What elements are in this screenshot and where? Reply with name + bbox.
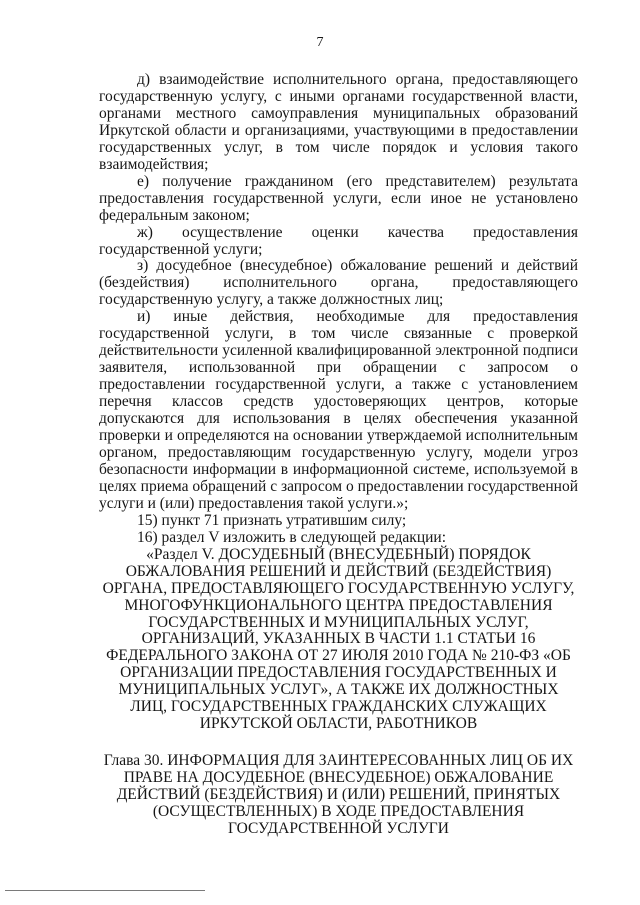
paragraph-item-16: 16) раздел V изложить в следующей редакции:	[137, 528, 447, 546]
spacer	[99, 733, 578, 753]
paragraph-zh: ж) осуществление оценки качества предоставления государственной услуги;	[99, 223, 578, 258]
paragraph-item-15: 15) пункт 71 признать утратившим силу;	[137, 511, 407, 529]
chapter-heading: Глава 30. ИНФОРМАЦИЯ ДЛЯ ЗАИНТЕРЕСОВАННЫХ ЛИЦ ОБ ИХ ПРАВЕ НА ДОСУДЕБНОЕ (ВНЕСУДЕБНОЕ) ОБЖАЛОВАНИЕ ДЕЙСТВИЙ (БЕЗДЕЙСТВИЯ) И (ИЛИ) РЕШЕНИЙ, ПРИНЯТЫХ (ОСУЩЕСТВЛЕННЫХ) В ХОДЕ ПРЕДОСТАВЛЕНИЯ ГОСУДАРСТВЕННОЙ УСЛУГИ	[103, 752, 574, 837]
paragraph-e: е) получение гражданином (его представителем) результата предоставления государственной услуги, если иное не установлено федеральным законом;	[99, 172, 578, 224]
paragraph-i: и) иные действия, необходимые для предоставления государственной услуги, в том числе связанные с проверкой действительности усиленной квалифицированной электронной подписи заявителя, использованной при обращении с запросом о предоставлении государственной услуги, а также с установлением перечня классов средств удостоверяющих центров, которые допускаются для использования в целях обеспечения указанной проверки и определяются на основании утверждаемой исполнительным органом, предоставляющим государственную услугу, модели угроз безопасности информации в информационной системе, используемой в целях приема обращений с запросом о предоставлении государственной услуги и (или) предоставления такой услуги.»;	[99, 308, 578, 512]
footer-rule	[5, 890, 205, 891]
paragraph-z: з) досудебное (внесудебное) обжалование решений и действий (бездействия) исполнительного органа, предоставляющего государственную услугу, а также должностных лиц;	[99, 257, 578, 309]
section-heading: «Раздел V. ДОСУДЕБНЫЙ (ВНЕСУДЕБНЫЙ) ПОРЯДОК ОБЖАЛОВАНИЯ РЕШЕНИЙ И ДЕЙСТВИЙ (БЕЗДЕЙСТВИЯ) ОРГАНА, ПРЕДОСТАВЛЯЮЩЕГО ГОСУДАРСТВЕННУЮ УСЛУГУ, МНОГОФУНКЦИОНАЛЬНОГО ЦЕНТРА ПРЕДОСТАВЛЕНИЯ ГОСУДАРСТВЕННЫХ И МУНИЦИПАЛЬНЫХ УСЛУГ, ОРГАНИЗАЦИЙ, УКАЗАННЫХ В ЧАСТИ 1.1 СТАТЬИ 16 ФЕДЕРАЛЬНОГО ЗАКОНА ОТ 27 ИЮЛЯ 2010 ГОДА № 210-ФЗ «ОБ ОРГАНИЗАЦИИ ПРЕДОСТАВЛЕНИЯ ГОСУДАРСТВЕННЫХ И МУНИЦИПАЛЬНЫХ УСЛУГ», А ТАКЖЕ ИХ ДОЛЖНОСТНЫХ ЛИЦ, ГОСУДАРСТВЕННЫХ ГРАЖДАНСКИХ СЛУЖАЩИХ ИРКУТСКОЙ ОБЛАСТИ, РАБОТНИКОВ	[102, 545, 575, 733]
page-number: 7	[316, 35, 324, 50]
paragraph-d: д) взаимодействие исполнительного органа, предоставляющего государственную услугу, с иными органами государственной власти, органами местного самоуправления муниципальных образований Иркутской области и организациями, участвующими в предоставлении государственных услуг, в том числе порядок и условия такого взаимодействия;	[99, 71, 578, 173]
document-body	[99, 72, 578, 838]
